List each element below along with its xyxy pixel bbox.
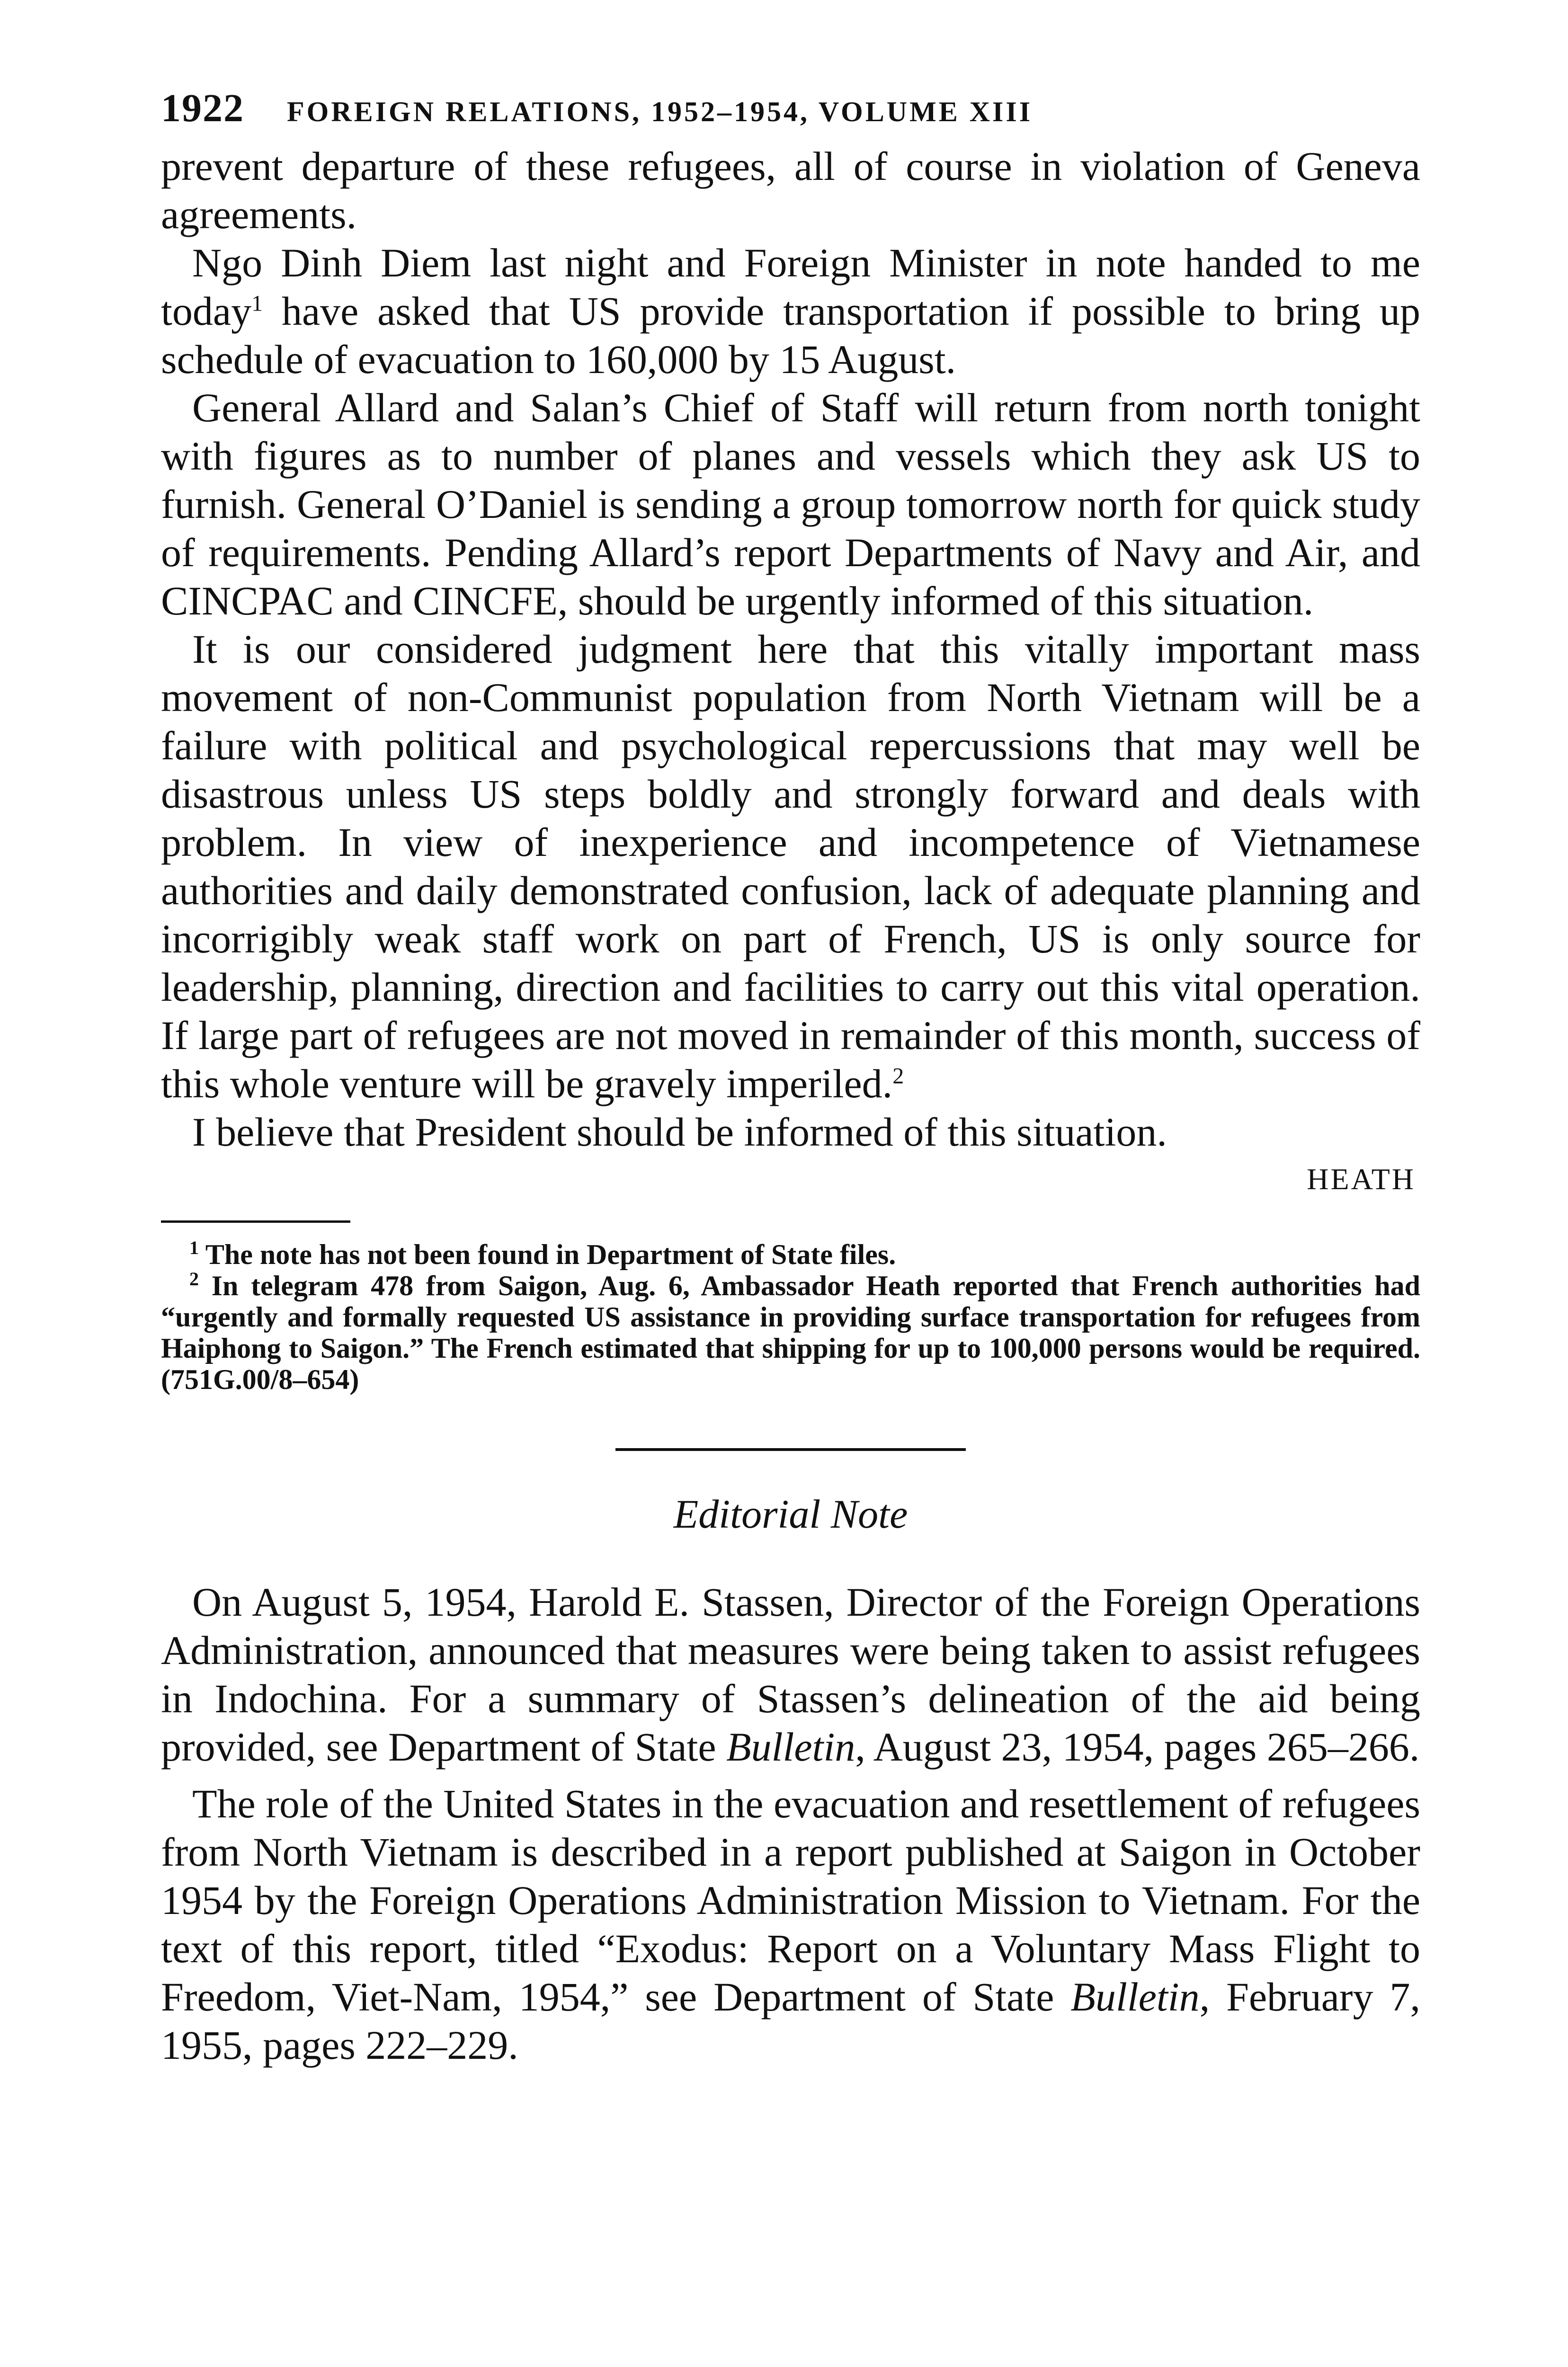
telegram-body: [161, 142, 1420, 1201]
paragraph-text: It is our considered judgment here that this vitally important mass movement of non-Communist population from North Vietnam will be a failure with political and psychological repercussions that may well be disastrous unless US steps boldly and strongly forward and deals with problem. In view of inexperience and incompetence of Vietnamese authorities and daily demonstrated confusion, lack of adequate planning and incorrigibly weak staff work on part of French, US is only source for leadership, planning, direction and facilities to carry out this vital operation. If large part of refugees are not moved in remainder of this month, success of this whole venture will be gravely imperiled.: [161, 626, 1420, 1106]
footnote-text: In telegram 478 from Saigon, Aug. 6, Ambassador Heath reported that French authorities had “urgently and formally requested US assistance in providing surface transportation for refugees from Haiphong to Saigon.” The French estimated that shipping for up to 100,000 persons would be required. (751G.00/8–654): [161, 1270, 1420, 1395]
paragraph-judgment: [161, 625, 1420, 1108]
footnote-text: The note has not been found in Department of State files.: [199, 1239, 896, 1270]
paragraph-text: On August 5, 1954, Harold E. Stassen, Director of the Foreign Operations Administration, announced that measures were being taken to assist refugees in Indochina. For a summary of Stassen’s delineation of the aid being provided, see Department of State: [161, 1579, 1420, 1770]
paragraph-text: , August 23, 1954, pages 265–266.: [855, 1724, 1420, 1770]
footnote-ref-1: 1: [251, 291, 263, 316]
footnote-2: [161, 1270, 1420, 1395]
paragraph-continuation: prevent departure of these refugees, all of course in violation of Geneva agreements.: [161, 143, 1420, 237]
paragraph-text: , February 7, 1955, pages 222–229.: [161, 1974, 1421, 2068]
editorial-note-title: Editorial Note: [673, 1491, 908, 1537]
editorial-paragraph-1: [161, 1578, 1420, 1771]
paragraph-president: I believe that President should be informed of this situation.: [192, 1109, 1167, 1155]
paragraph-text: Ngo Dinh Diem last night and Foreign Minister in note handed to me today: [161, 240, 1420, 334]
footnote-mark: 1: [189, 1237, 199, 1258]
paragraph-diem-request: [161, 239, 1420, 383]
editorial-note-body: [161, 1578, 1420, 2069]
running-title: FOREIGN RELATIONS, 1952–1954, VOLUME XIII: [287, 96, 1033, 127]
page-number: 1922: [161, 86, 244, 130]
footnote-ref-2: 2: [892, 1063, 904, 1089]
footnote-divider: [161, 1220, 350, 1223]
publication-title: Bulletin: [726, 1724, 855, 1770]
publication-title: Bulletin: [1070, 1974, 1200, 2020]
paragraph-allard-report: General Allard and Salan’s Chief of Staff will return from north tonight with figures as to number of planes and vessels which they ask US to furnish. General O’Daniel is sending a group tomorrow north for quick study of requirements. Pending Allard’s report Departments of Navy and Air, and CINCPAC and CINCFE, should be urgently informed of this situation.: [161, 385, 1420, 623]
paragraph-text: have asked that US provide transportation if possible to bring up schedule of evacuation to 160,000 by 15 August.: [161, 288, 1420, 382]
section-divider: [615, 1448, 966, 1451]
signature: HEATH: [1307, 1162, 1416, 1196]
footnote-1: [161, 1239, 1420, 1270]
editorial-paragraph-2: [161, 1780, 1420, 2069]
footnote-mark: 2: [189, 1268, 199, 1290]
footnotes: [161, 1239, 1420, 1395]
running-header: [161, 85, 1420, 142]
paragraph-text: The role of the United States in the evacuation and resettlement of refugees from North Vietnam is described in a report published at Saigon in October 1954 by the Foreign Operations Administration Mission to Vietnam. For the text of this report, titled “Exodus: Report on a Voluntary Mass Flight to Freedom, Viet-Nam, 1954,” see Department of State: [161, 1781, 1420, 2020]
document-page: [161, 85, 1420, 2071]
